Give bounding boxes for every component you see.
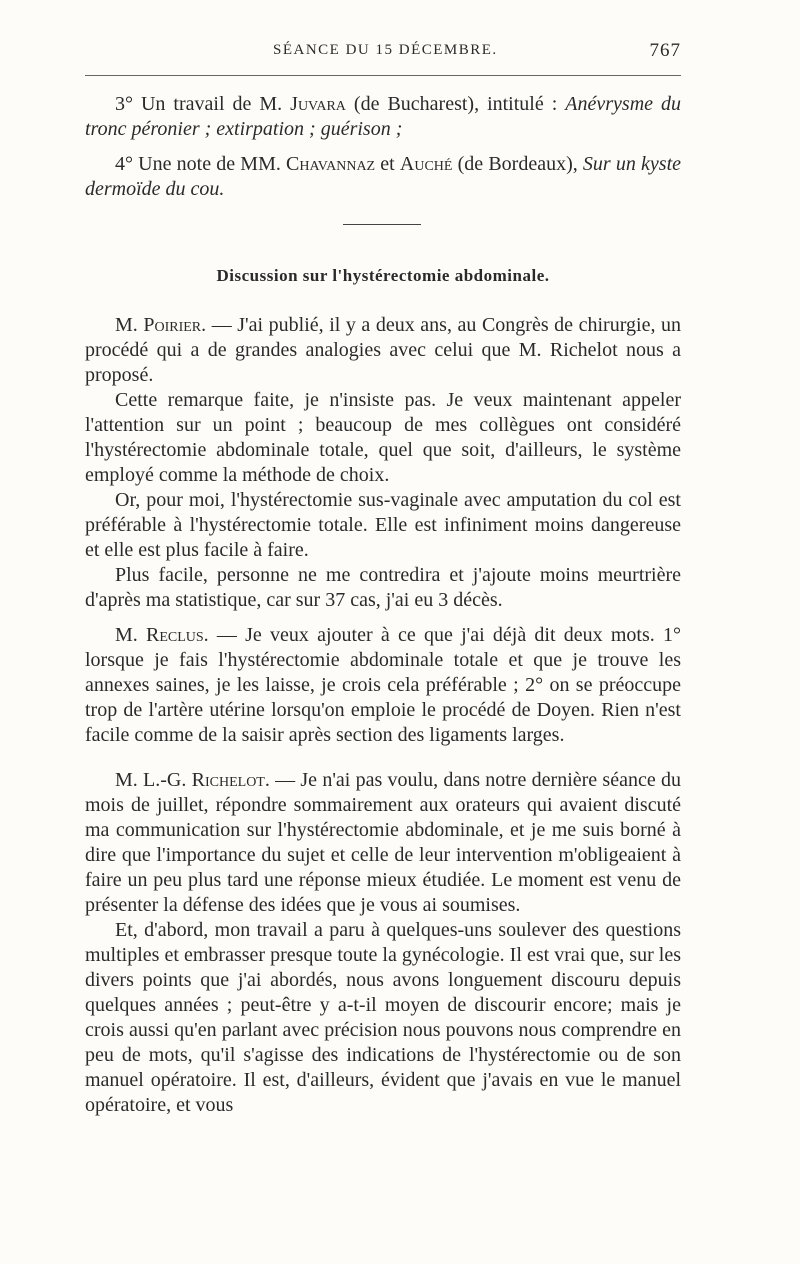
paragraph: M. L.-G. Richelot. — Je n'ai pas voulu, dans notre dernière séance du mois de juillet, répondre sommairement aux orateurs qui avaient discuté ma communication sur l'hystérectomie abdominale, et je me suis borné à dire que l'importance du sujet et celle de leur intervention m'obligeaient à faire un peu plus tard une réponse mieux étudiée. Le moment est venu de présenter la défense des idées que je vous ai soumises.: [85, 769, 681, 916]
item-number: 4°: [115, 153, 133, 175]
paragraph: Cette remarque faite, je n'insiste pas. Je veux maintenant appeler l'attention sur un point ; beaucoup de mes collègues ont considéré l'hystérectomie abdominale totale, quel que soit, d'ailleurs, le système employé comme la méthode de choix.: [85, 389, 681, 486]
speaker-name: M. Poirier.: [115, 314, 207, 336]
work-title: Sur un kyste dermoïde du cou.: [85, 153, 682, 200]
paragraph: M. Poirier. — J'ai publié, il y a deux ans, au Congrès de chirurgie, un procédé qui a de grandes analogies avec celui que M. Richelot nous a proposé.: [85, 314, 682, 386]
paragraph: M. Reclus. — Je veux ajouter à ce que j'ai déjà dit deux mots. 1° lorsque je fais l'hystérectomie abdominale totale et que je trouve les annexes saines, je les laisse, je crois cela préférable ; 2° on se préoccupe trop de l'artère utérine lorsqu'on emploie le procédé de Doyen. Rien n'est facile comme de la saisir après section des ligaments larges.: [85, 624, 681, 746]
author-name: Chavannaz: [286, 153, 376, 175]
speaker-name: M. Reclus.: [115, 624, 209, 646]
paragraph: Plus facile, personne ne me contredira et j'ajoute moins meurtrière d'après ma statistique, car sur 37 cas, j'ai eu 3 décès.: [85, 564, 681, 611]
work-title: Anévrysme du tronc péronier ; extirpation ; guérison ;: [85, 93, 682, 140]
author-name: Juvara: [290, 93, 346, 115]
page-body: [85, 92, 681, 1118]
item-number: 3°: [115, 93, 133, 115]
paragraph: Or, pour moi, l'hystérectomie sus-vaginale avec amputation du col est préférable à l'hystérectomie totale. Elle est infiniment moins dangereuse et elle est plus facile à faire.: [85, 489, 681, 561]
speaker-name: M. L.-G. Richelot.: [115, 769, 270, 791]
list-item-4: 4° Une note de MM. Chavannaz et Auché (de Bordeaux), Sur un kyste dermoïde du cou.: [85, 153, 682, 200]
section-divider: [343, 224, 421, 225]
section-heading: Discussion sur l'hystérectomie abdominale.: [216, 266, 550, 285]
running-title: SÉANCE DU 15 DÉCEMBRE.: [273, 42, 498, 58]
paragraph: Et, d'abord, mon travail a paru à quelques-uns soulever des questions multiples et embrasser presque toute la gynécologie. Il est vrai que, sur les divers points que j'ai abordés, nous avons longuement discouru depuis quelques années ; peut-être y a-t-il moyen de discourir encore; mais je crois aussi qu'en parlant avec précision nous pouvons nous comprendre en peu de mots, qu'il s'agisse des indications de l'hystérectomie ou de son manuel opératoire. Il est, d'ailleurs, évident que j'avais en vue le manuel opératoire, et vous: [85, 919, 681, 1116]
page-number: 767: [649, 40, 681, 61]
author-name: Auché: [399, 153, 453, 175]
list-item-3: 3° Un travail de M. Juvara (de Bucharest), intitulé : Anévrysme du tronc péronier ; extirpation ; guérison ;: [85, 93, 682, 140]
header-rule: [85, 75, 681, 76]
